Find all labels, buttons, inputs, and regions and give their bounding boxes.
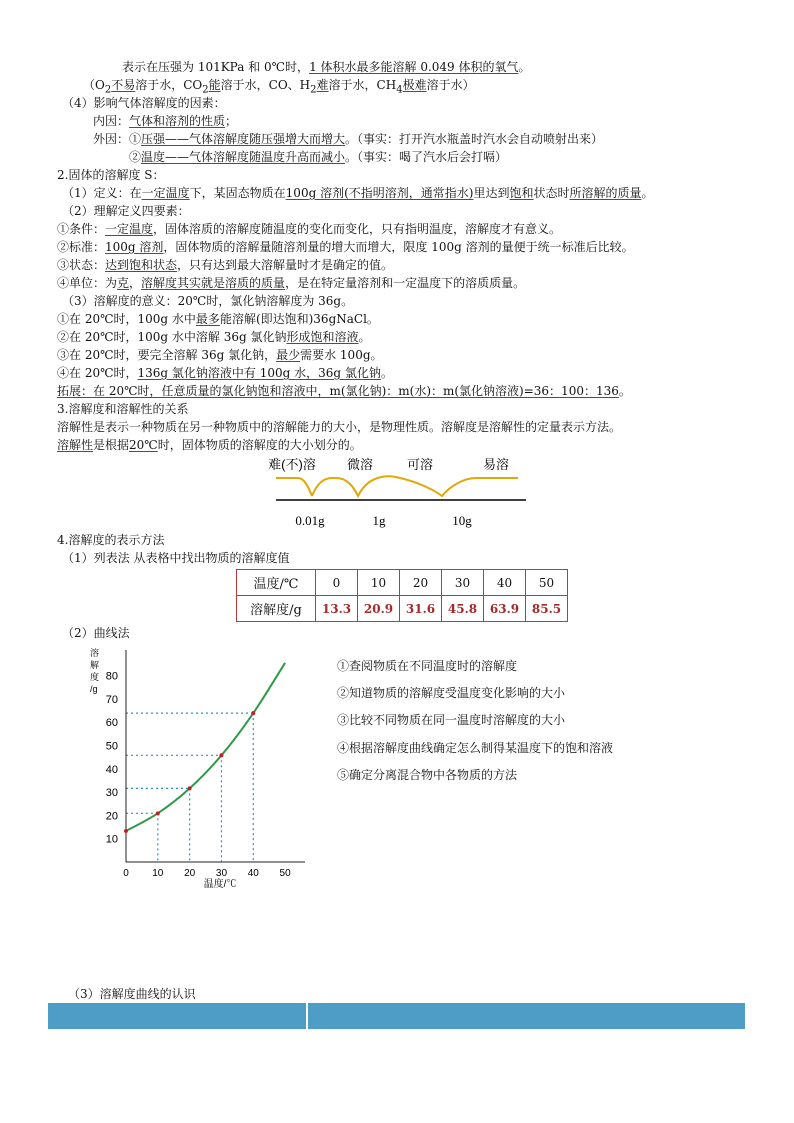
scale-label: 微溶	[346, 457, 374, 472]
scale-tick: 0.01g	[295, 513, 325, 528]
classification-line	[57, 437, 362, 453]
y-tick-label: 50	[105, 740, 118, 753]
text: 。（事实：打开汽水瓶盖时汽水会自动喷射出来）	[345, 132, 604, 146]
text: 。	[358, 330, 371, 344]
x-axis-label: 温度/℃	[203, 879, 237, 890]
underlined-text: 能	[208, 78, 221, 92]
scale-label: 易溶	[482, 457, 510, 472]
text: 时，固体物质的溶解度的大小划分的。	[157, 438, 362, 452]
table-cell: 63.9	[484, 596, 526, 622]
text: ②在 20℃时，100g 水中溶解 36g 氯化钠	[57, 330, 287, 344]
y-tick-label: 80	[105, 670, 118, 683]
data-point	[251, 711, 255, 715]
text: ③状态：	[57, 258, 106, 272]
subscript: 2	[202, 84, 209, 96]
curve-use-item: ④根据溶解度曲线确定怎么制得某温度下的饱和溶液	[337, 741, 614, 755]
text: ，固体溶质的溶解度随温度的变化而变化，只有指明温度，溶解度才有意义。	[153, 222, 562, 236]
text: 溶于水，CO	[135, 78, 203, 92]
subscript: 4	[396, 84, 403, 96]
curve-use-item: ⑤确定分离混合物中各物质的方法	[337, 768, 518, 782]
text: 。	[518, 60, 531, 74]
underlined-text: 136g 氯化钠溶液中有 100g 水，36g 氯化钠	[137, 366, 381, 380]
text: （1）定义：在	[62, 186, 142, 200]
underlined-text: 1 体积水最多能溶解 0.049 体积的氧气	[309, 60, 519, 74]
gas-solubility-example	[122, 59, 531, 75]
y-tick-label: 40	[105, 763, 118, 776]
y-tick-label: 60	[105, 717, 118, 730]
underlined-text: 压强——气体溶解度随压强增大而增大	[141, 132, 346, 146]
y-tick-label: 30	[105, 787, 118, 800]
meaning-line-2	[57, 329, 371, 345]
underlined-text: 溶解性	[57, 438, 94, 452]
table-cell: 50	[526, 570, 568, 596]
table-cell: 85.5	[526, 596, 568, 622]
underlined-text: 一定温度	[141, 186, 190, 200]
text: ，	[129, 276, 142, 290]
text: ；	[225, 114, 238, 128]
data-point	[156, 811, 160, 815]
underlined-text: 最少	[276, 348, 301, 362]
extension-line	[57, 383, 631, 399]
text: ，只有达到最大溶解量时才是确定的值。	[177, 258, 394, 272]
section-heading: 2.固体的溶解度 S：	[57, 168, 165, 182]
section-heading: （1）列表法 从表格中找出物质的溶解度值	[62, 551, 290, 565]
table-header-cell	[308, 1003, 745, 1029]
meaning-line-1	[57, 311, 379, 327]
data-point	[124, 829, 128, 833]
x-tick-label: 0	[123, 868, 129, 879]
meaning-line-4	[57, 365, 393, 381]
text: 。（事实：喝了汽水后会打嗝）	[345, 150, 508, 164]
text: ①在 20℃时，100g 水中	[57, 312, 196, 326]
text: （O	[83, 78, 105, 92]
y-axis-label-unit: /g	[90, 684, 98, 694]
element-condition-line	[57, 221, 561, 237]
underlined-text: 气体和溶剂的性质	[129, 114, 226, 128]
text: ①条件：	[57, 222, 106, 236]
text: 里达到	[473, 186, 510, 200]
table-header-cell: 温度/℃	[237, 570, 316, 596]
table-cell: 0	[316, 570, 358, 596]
text: 表示在压强为 101KPa 和 0℃时，	[122, 60, 310, 74]
text: 。	[641, 186, 654, 200]
external-factor-pressure-line	[93, 131, 603, 147]
chart-axes	[126, 650, 305, 862]
text: 。	[380, 366, 393, 380]
y-tick-label: 10	[105, 833, 118, 846]
text: 溶于水）	[426, 78, 475, 92]
text: 。	[618, 384, 631, 398]
y-tick-label: 70	[105, 693, 118, 706]
section-heading: （4）影响气体溶解度的因素：	[62, 96, 226, 110]
y-tick-label: 20	[105, 810, 118, 823]
internal-factor-line	[93, 113, 237, 129]
x-tick-label: 20	[184, 868, 196, 879]
external-factor-temperature-line	[129, 149, 507, 165]
series-line	[126, 663, 285, 831]
text: 需要水 100g。	[300, 348, 383, 362]
table-cell: 45.8	[442, 596, 484, 622]
x-tick-label: 40	[247, 868, 259, 879]
underlined-text: 不易	[111, 78, 136, 92]
curve-use-item: ②知道物质的溶解度受温度变化影响的大小	[337, 686, 566, 700]
text: ④在 20℃时，	[57, 366, 138, 380]
solubility-table	[236, 569, 568, 622]
scale-label: 难(不)溶	[268, 457, 316, 472]
definition-line	[62, 185, 654, 201]
underlined-text: 所溶解的质量	[569, 186, 642, 200]
x-tick-label: 30	[215, 868, 228, 879]
section-heading: 3.溶解度和溶解性的关系	[57, 402, 189, 416]
text: 下，某固态物质在	[189, 186, 286, 200]
table-header-cell	[48, 1003, 308, 1029]
underlined-text: 克	[117, 276, 130, 290]
scale-label: 可溶	[406, 457, 434, 472]
section-heading: 4.溶解度的表示方法	[57, 533, 165, 547]
underlined-text: 一定温度	[105, 222, 154, 236]
text: 状态时	[533, 186, 570, 200]
y-axis-label-group	[90, 647, 99, 694]
section-heading: （3）溶解度曲线的认识	[68, 987, 196, 1001]
scale-tick: 10g	[452, 513, 472, 528]
underlined-text: 100g 溶剂(不指明溶剂，通常指水)	[285, 186, 474, 200]
text: 外因：	[93, 132, 130, 146]
element-unit-line	[57, 275, 525, 291]
data-point	[188, 786, 192, 790]
subscript: 2	[104, 84, 112, 96]
table-header-bar	[48, 1003, 745, 1029]
text: ，固体物质的溶解量随溶剂量的增大而增大，限度 100g 溶剂的量便于统一标准后比较。	[163, 240, 634, 254]
element-standard-line	[57, 239, 634, 255]
underlined-text: 形成饱和溶液	[286, 330, 359, 344]
text: ②标准：	[57, 240, 106, 254]
table-cell: 20.9	[358, 596, 400, 622]
text: 是根据	[93, 438, 130, 452]
table-row	[237, 596, 568, 622]
y-axis-label-char: 溶	[90, 648, 100, 658]
underlined-text: 难	[316, 78, 329, 92]
element-state-line	[57, 257, 393, 273]
underlined-text: 溶解度其实就是溶质的质量	[141, 276, 286, 290]
underlined-text: 100g 溶剂	[105, 240, 164, 254]
solubility-scale-diagram	[268, 452, 530, 534]
underlined-text: 饱和	[509, 186, 534, 200]
text: 能溶解(即达饱和)36gNaCl。	[219, 312, 379, 326]
table-cell: 40	[484, 570, 526, 596]
meaning-line-3	[57, 347, 383, 363]
table-cell: 20	[400, 570, 442, 596]
underlined-text: 拓展：在 20℃时，任意质量的氯化钠饱和溶液中，m(氯化钠)：m(水)：m(氯化钠溶液)=36：100：136	[57, 384, 619, 398]
table-cell: 30	[442, 570, 484, 596]
text: ④单位：为	[57, 276, 118, 290]
underlined-text: 温度——气体溶解度随温度升高而减小	[141, 150, 346, 164]
underlined-text: 极难	[402, 78, 427, 92]
table-header-cell: 溶解度/g	[237, 596, 316, 622]
x-tick-label: 10	[152, 868, 164, 879]
table-cell: 10	[358, 570, 400, 596]
paragraph-line: 溶解性是表示一种物质在另一种物质中的溶解能力的大小，是物理性质。溶解度是溶解性的定量表示方法。	[57, 420, 622, 434]
text: 内因：	[93, 114, 130, 128]
y-axis-label-char: 度	[90, 672, 100, 682]
table-cell: 31.6	[400, 596, 442, 622]
section-heading: （2）曲线法	[62, 626, 130, 640]
table-cell: 13.3	[316, 596, 358, 622]
scale-tick: 1g	[372, 513, 386, 528]
text: 溶于水，CO、H	[220, 78, 311, 92]
text: ①	[129, 132, 142, 146]
solubility-curve-chart	[84, 642, 320, 892]
section-heading: （2）理解定义四要素：	[62, 204, 190, 218]
x-tick-label: 50	[279, 868, 291, 879]
y-axis-label-char: 解	[90, 660, 100, 670]
text: ②	[129, 150, 142, 164]
section-heading: （3）溶解度的意义：20℃时，氯化钠溶解度为 36g。	[62, 294, 354, 308]
text: ③在 20℃时，要完全溶解 36g 氯化钠，	[57, 348, 277, 362]
curve-use-item: ③比较不同物质在同一温度时溶解度的大小	[337, 713, 566, 727]
underlined-text: 20℃	[129, 438, 158, 452]
curve-use-item: ①查阅物质在不同温度时的溶解度	[337, 659, 518, 673]
data-point	[219, 753, 223, 757]
underlined-text: 达到饱和状态	[105, 258, 178, 272]
text: ，是在特定量溶剂和一定温度下的溶质质量。	[285, 276, 526, 290]
table-row	[237, 570, 568, 596]
text: 溶于水，CH	[328, 78, 397, 92]
subscript: 2	[310, 84, 317, 96]
tick-labels	[106, 671, 291, 879]
underlined-text: 最多	[195, 312, 220, 326]
